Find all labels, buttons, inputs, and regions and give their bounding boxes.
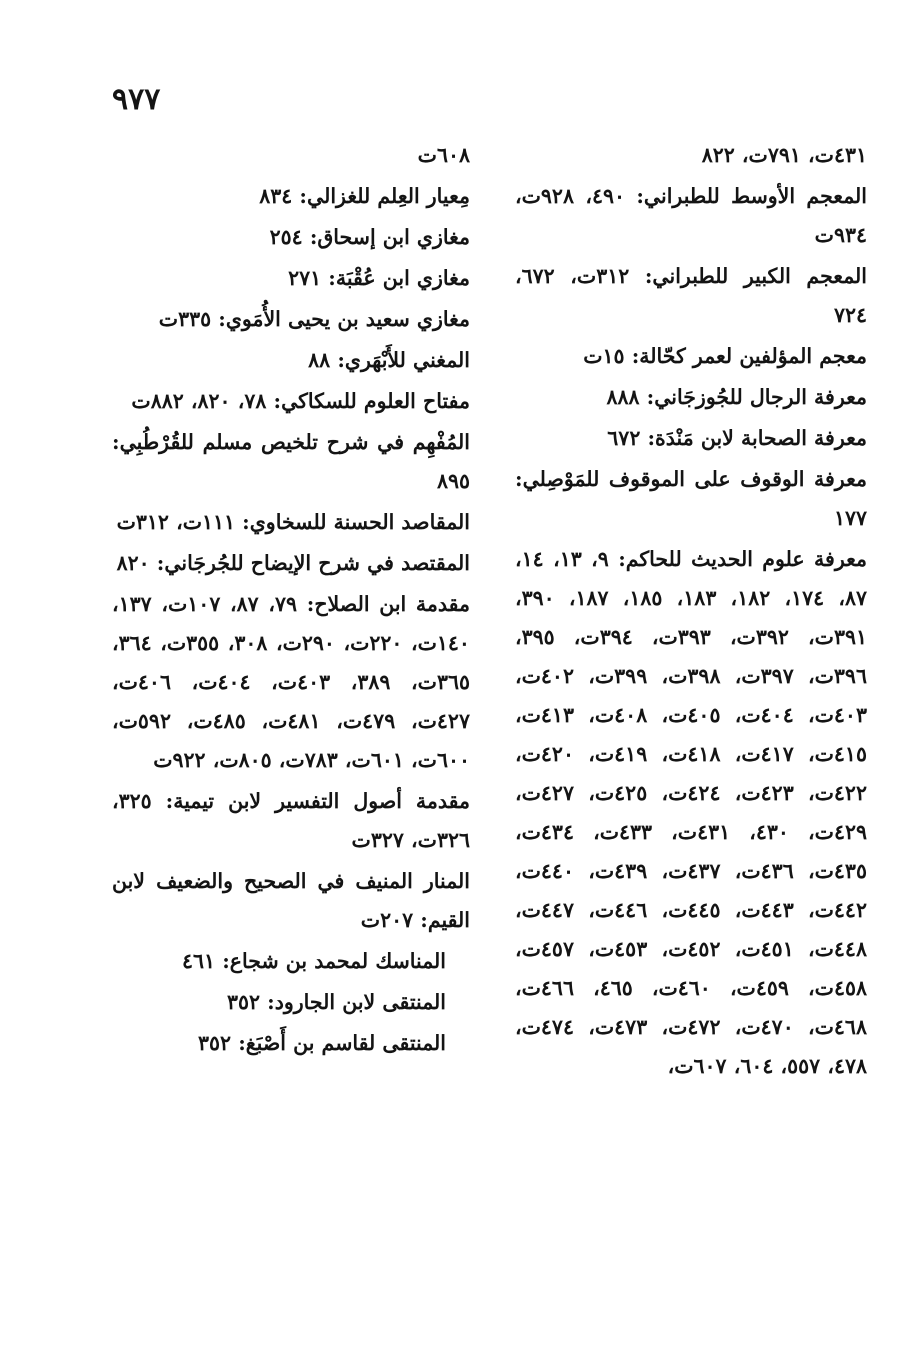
index-entry: ٤٣١ت، ٧٩١ت، ٨٢٢ xyxy=(701,143,867,167)
index-entry: المناسك لمحمد بن شجاع: ٤٦١ xyxy=(182,949,446,973)
index-entry: المعجم الكبير للطبراني: ٣١٢ت، ٦٧٢، ٧٢٤ xyxy=(515,264,867,327)
index-entry: معرفة الصحابة لابن مَنْدَة: ٦٧٢ xyxy=(607,426,867,450)
index-entry: المغني للأَبْهَري: ٨٨ xyxy=(308,348,470,372)
index-entry: المنار المنيف في الصحيح والضعيف لابن القيم: ٢٠٧ت xyxy=(112,869,470,932)
index-entry: معرفة الوقوف على الموقوف للمَوْصِلي: ١٧٧ xyxy=(515,467,867,530)
index-entry: مقدمة ابن الصلاح: ٧٩، ٨٧، ١٠٧ت، ١٣٧، ١٤٠ت، ٢٢٠ت، ٢٩٠ت، ٣٠٨، ٣٥٥ت، ٣٦٤، ٣٦٥ت، ٣٨٩، ٤٠٣ت، ٤٠٤ت، ٤٠٦ت، ٤٢٧ت، ٤٧٩ت، ٤٨١ت، ٤٨٥ت، ٥٩٢ت، ٦٠٠ت، ٦٠١ت، ٧٨٣ت، ٨٠٥ت، ٩٢٢ت xyxy=(112,592,470,772)
index-entry: مِعيار العِلم للغزالي: ٨٣٤ xyxy=(259,184,470,208)
index-entry: المقاصد الحسنة للسخاوي: ١١١ت، ٣١٢ت xyxy=(116,510,470,534)
index-entry: ٦٠٨ت xyxy=(417,143,470,167)
index-entry: مغازي ابن عُقْبَة: ٢٧١ xyxy=(288,266,470,290)
index-entry: مغازي ابن إسحاق: ٢٥٤ xyxy=(269,225,470,249)
index-column-right xyxy=(515,136,867,1088)
index-entry: المقتصد في شرح الإيضاح للجُرجَاني: ٨٢٠ xyxy=(116,551,470,575)
index-entry: مقدمة أصول التفسير لابن تيمية: ٣٢٥، ٣٢٦ت، ٣٢٧ت xyxy=(112,789,470,852)
index-column-left xyxy=(112,136,470,1065)
index-entry: معرفة علوم الحديث للحاكم: ٩، ١٣، ١٤، ٨٧، ١٧٤، ١٨٢، ١٨٣، ١٨٥، ١٨٧، ٣٩٠، ٣٩١ت، ٣٩٢ت، ٣٩٣ت، ٣٩٤ت، ٣٩٥، ٣٩٦ت، ٣٩٧ت، ٣٩٨ت، ٣٩٩ت، ٤٠٢ت، ٤٠٣ت، ٤٠٤ت، ٤٠٥ت، ٤٠٨ت، ٤١٣ت، ٤١٥ت، ٤١٧ت، ٤١٨ت، ٤١٩ت، ٤٢٠ت، ٤٢٢ت، ٤٢٣ت، ٤٢٤ت، ٤٢٥ت، ٤٢٧ت، ٤٢٩ت، ٤٣٠، ٤٣١ت، ٤٣٣ت، ٤٣٤ت، ٤٣٥ت، ٤٣٦ت، ٤٣٧ت، ٤٣٩ت، ٤٤٠ت، ٤٤٢ت، ٤٤٣ت، ٤٤٥ت، ٤٤٦ت، ٤٤٧ت، ٤٤٨ت، ٤٥١ت، ٤٥٢ت، ٤٥٣ت، ٤٥٧ت، ٤٥٨ت، ٤٥٩ت، ٤٦٠ت، ٤٦٥، ٤٦٦ت، ٤٦٨ت، ٤٧٠ت، ٤٧٢ت، ٤٧٣ت، ٤٧٤ت، ٤٧٨، ٥٥٧، ٦٠٤، ٦٠٧ت، xyxy=(515,547,867,1078)
index-entry: مفتاح العلوم للسكاكي: ٧٨، ٨٢٠، ٨٨٢ت xyxy=(131,389,470,413)
index-entry: المنتقى لقاسم بن أَصْبَغ: ٣٥٢ xyxy=(198,1031,446,1055)
index-entry: المُفْهِم في شرح تلخيص مسلم للقُرْطُبِي: ٨٩٥ xyxy=(112,430,470,493)
index-entry: مغازي سعيد بن يحيى الأُمَوي: ٣٣٥ت xyxy=(158,307,470,331)
page-number: ٩٧٧ xyxy=(112,82,161,117)
index-entry: معرفة الرجال للجُوزجَاني: ٨٨٨ xyxy=(606,385,867,409)
index-entry: المنتقى لابن الجارود: ٣٥٢ xyxy=(227,990,446,1014)
index-entry: المعجم الأوسط للطبراني: ٤٩٠، ٩٢٨ت، ٩٣٤ت xyxy=(515,184,867,247)
index-entry: معجم المؤلفين لعمر كحّالة: ١٥ت xyxy=(583,344,867,368)
